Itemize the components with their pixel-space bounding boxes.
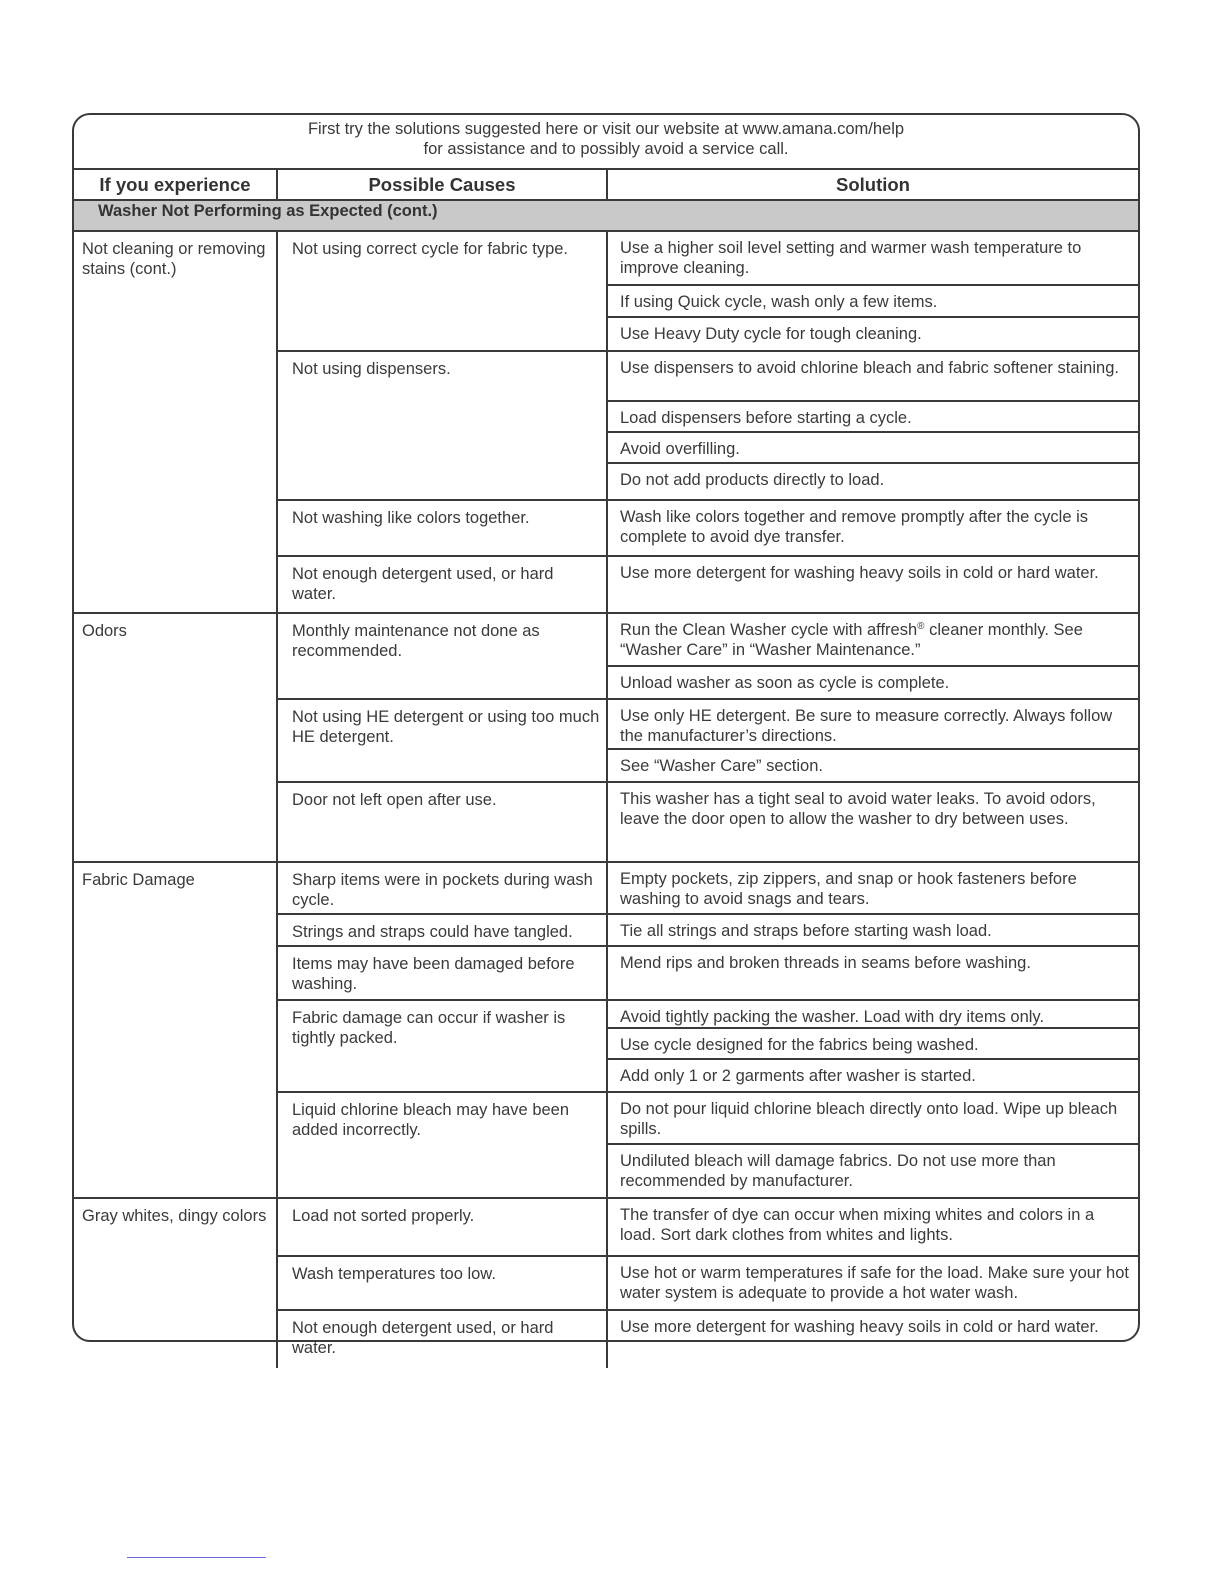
intro-line-2: for assistance and to possibly avoid a service call. bbox=[423, 140, 789, 158]
cause-cell: Load not sorted properly. bbox=[277, 1198, 607, 1256]
header-solution: Solution bbox=[607, 170, 1138, 200]
cause-cell: Not using dispensers. bbox=[277, 351, 607, 500]
solution-item: Mend rips and broken threads in seams before washing. bbox=[620, 954, 1031, 972]
cause-cell: Door not left open after use. bbox=[277, 782, 607, 862]
solution-cell bbox=[607, 1092, 1138, 1198]
section-row bbox=[74, 200, 1138, 231]
cause-cell: Not washing like colors together. bbox=[277, 500, 607, 556]
solution-cell bbox=[607, 914, 1138, 946]
solution-item: Avoid overfilling. bbox=[608, 433, 1138, 464]
solution-item: Undiluted bleach will damage fabrics. Do not use more than recommended by manufacturer. bbox=[620, 1152, 1056, 1190]
cause-cell: Not enough detergent used, or hard water. bbox=[277, 556, 607, 613]
solution-item: Do not pour liquid chlorine bleach directly onto load. Wipe up bleach spills. bbox=[608, 1093, 1138, 1145]
solution-item: Use a higher soil level setting and warmer wash temperature to improve cleaning. bbox=[608, 232, 1138, 286]
solution-item: Wash like colors together and remove promptly after the cycle is complete to avoid dye transfer. bbox=[620, 508, 1089, 546]
solution-cell bbox=[607, 1256, 1138, 1310]
solution-item: Do not add products directly to load. bbox=[620, 471, 885, 489]
experience-cell: Fabric Damage bbox=[74, 862, 277, 1198]
solution-item: This washer has a tight seal to avoid water leaks. To avoid odors, leave the door open to allow the washer to dry between uses. bbox=[620, 790, 1096, 828]
footer-link-underline bbox=[127, 1557, 266, 1558]
intro-line-1: First try the solutions suggested here or visit our website at www.amana.com/help bbox=[307, 120, 905, 138]
solution-item: Add only 1 or 2 garments after washer is started. bbox=[620, 1067, 976, 1085]
experience-cell: Gray whites, dingy colors bbox=[82, 1207, 267, 1225]
cause-cell: Not using correct cycle for fabric type. bbox=[277, 231, 607, 351]
solution-cell bbox=[607, 231, 1138, 351]
experience-cell: Odors bbox=[74, 613, 277, 862]
solution-item: The transfer of dye can occur when mixing whites and colors in a load. Sort dark clothes from whites and lights. bbox=[620, 1206, 1095, 1244]
troubleshooting-table bbox=[74, 170, 1138, 1368]
solution-cell bbox=[607, 613, 1138, 699]
solution-cell bbox=[607, 946, 1138, 1000]
solution-item: Unload washer as soon as cycle is complete. bbox=[620, 674, 950, 692]
section-title: Washer Not Performing as Expected (cont.) bbox=[74, 200, 1138, 231]
solution-item: Use only HE detergent. Be sure to measure correctly. Always follow the manufacturer’s directions. bbox=[608, 700, 1138, 750]
solution-item: See “Washer Care” section. bbox=[620, 757, 823, 775]
cause-cell: Not using HE detergent or using too much HE detergent. bbox=[277, 699, 607, 782]
troubleshooting-table-frame bbox=[72, 113, 1140, 1357]
solution-cell bbox=[607, 1000, 1138, 1092]
solution-item: Use dispensers to avoid chlorine bleach and fabric softener staining. bbox=[608, 352, 1138, 402]
solution-item: Use hot or warm temperatures if safe for the load. Make sure your hot water system is adequate to provide a hot water wash. bbox=[620, 1264, 1129, 1302]
solution-item: Avoid tightly packing the washer. Load with dry items only. bbox=[608, 1001, 1138, 1029]
solution-item: Use more detergent for washing heavy soils in cold or hard water. bbox=[620, 564, 1099, 582]
cause-cell: Fabric damage can occur if washer is tightly packed. bbox=[277, 1000, 607, 1092]
table-row bbox=[74, 1198, 1138, 1256]
table-row bbox=[74, 231, 1138, 351]
experience-cell: Not cleaning or removing stains (cont.) bbox=[74, 231, 277, 613]
cause-cell: Strings and straps could have tangled. bbox=[277, 914, 607, 946]
solution-item: Empty pockets, zip zippers, and snap or hook fasteners before washing to avoid snags and tears. bbox=[620, 870, 1077, 908]
solution-item: Use cycle designed for the fabrics being washed. bbox=[608, 1029, 1138, 1060]
intro-text bbox=[74, 115, 1138, 170]
cause-cell: Liquid chlorine bleach may have been added incorrectly. bbox=[277, 1092, 607, 1198]
solution-item: Tie all strings and straps before starting wash load. bbox=[620, 922, 992, 940]
solution-item: Load dispensers before starting a cycle. bbox=[608, 402, 1138, 433]
cause-cell: Monthly maintenance not done as recommended. bbox=[277, 613, 607, 699]
cause-cell: Items may have been damaged before washing. bbox=[277, 946, 607, 1000]
cause-cell: Not enough detergent used, or hard water. bbox=[277, 1310, 607, 1368]
solution-item: Run the Clean Washer cycle with affresh® cleaner monthly. See “Washer Care” in “Washer Maintenance.” bbox=[608, 614, 1138, 667]
table-row bbox=[74, 862, 1138, 914]
solution-cell bbox=[607, 782, 1138, 862]
header-experience: If you experience bbox=[74, 170, 277, 200]
cause-cell: Wash temperatures too low. bbox=[277, 1256, 607, 1310]
solution-cell bbox=[607, 556, 1138, 613]
header-causes: Possible Causes bbox=[277, 170, 607, 200]
solution-cell bbox=[607, 862, 1138, 914]
solution-cell bbox=[607, 1198, 1138, 1256]
solution-item: If using Quick cycle, wash only a few items. bbox=[608, 286, 1138, 318]
header-row bbox=[74, 170, 1138, 200]
solution-item: Use Heavy Duty cycle for tough cleaning. bbox=[620, 325, 922, 343]
solution-cell bbox=[607, 1310, 1138, 1368]
solution-cell bbox=[607, 699, 1138, 782]
solution-cell bbox=[607, 500, 1138, 556]
solution-cell bbox=[607, 351, 1138, 500]
table-row bbox=[74, 613, 1138, 699]
cause-cell: Sharp items were in pockets during wash cycle. bbox=[277, 862, 607, 914]
solution-item: Use more detergent for washing heavy soils in cold or hard water. bbox=[620, 1318, 1099, 1336]
